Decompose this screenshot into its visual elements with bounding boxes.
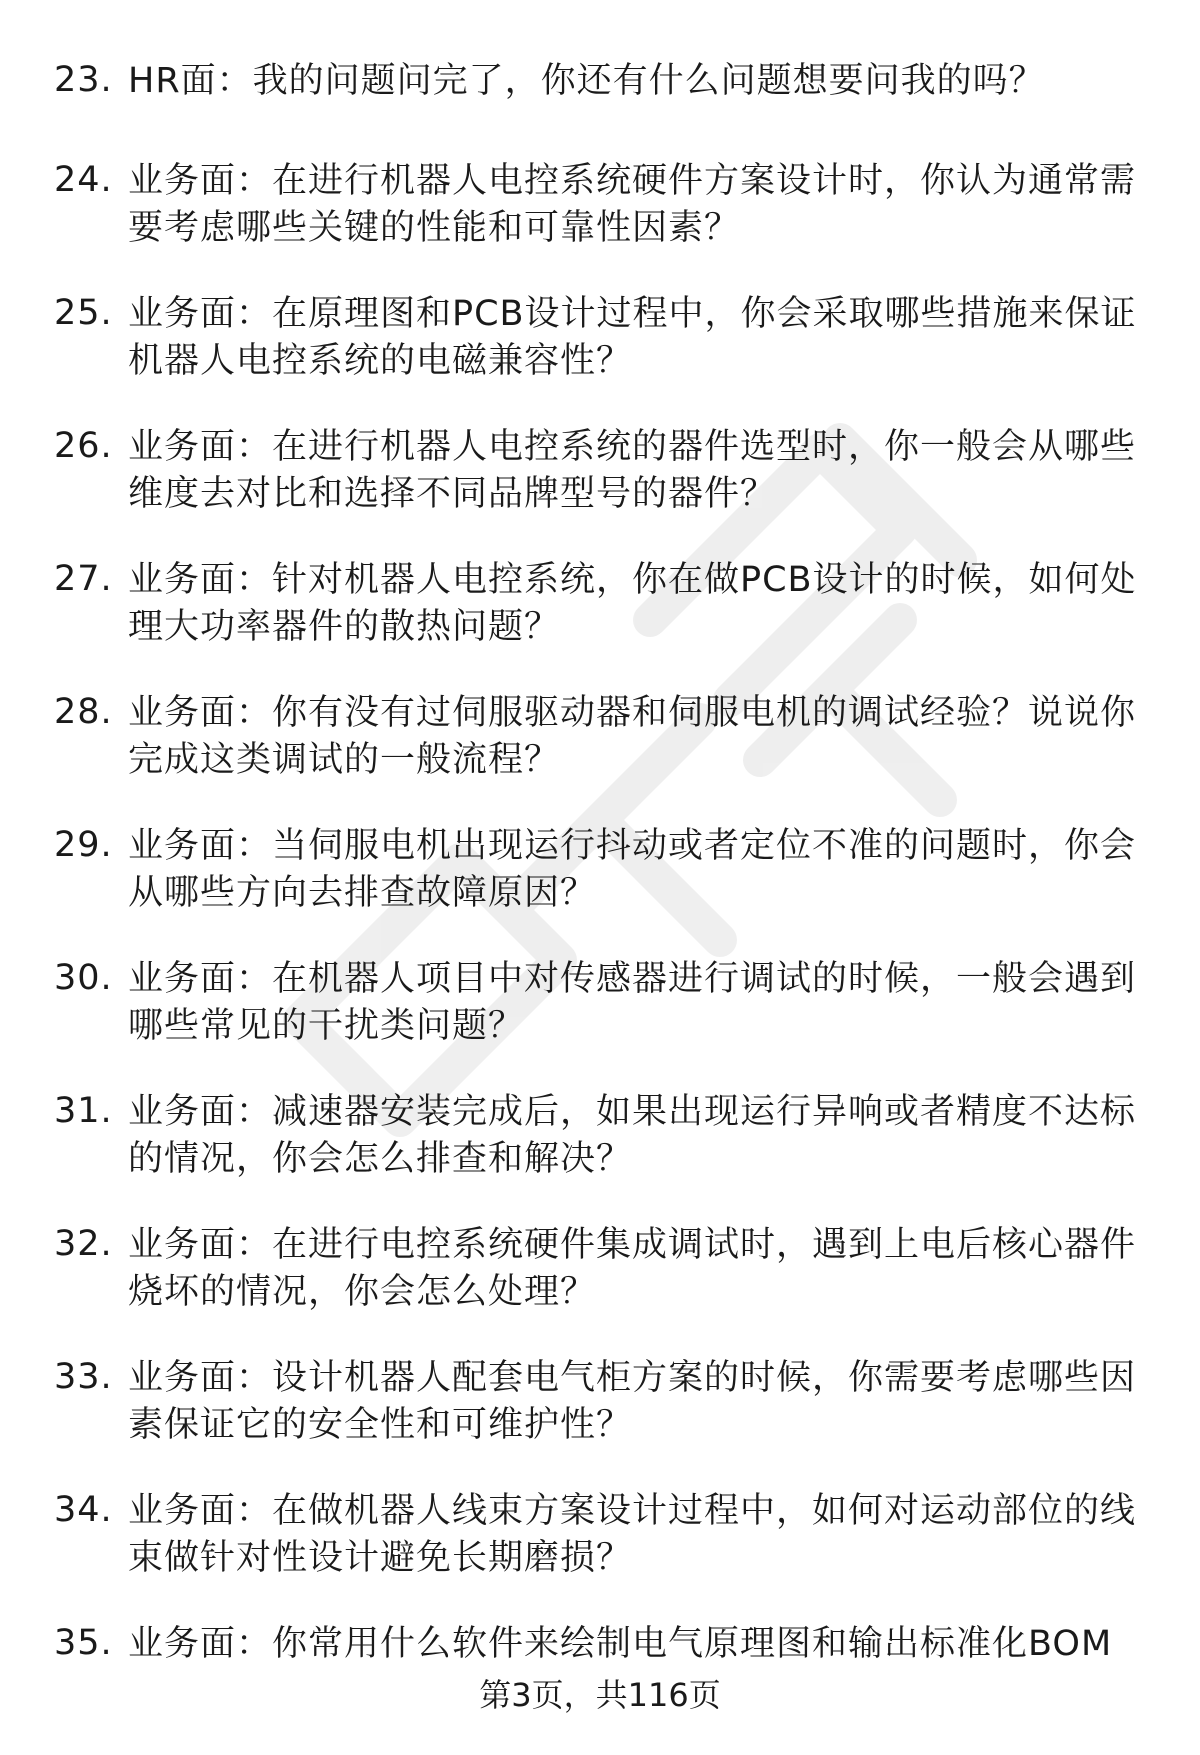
list-item	[0, 690, 1200, 823]
question-list	[0, 58, 1200, 1721]
question-text: 业务面：针对机器人电控系统，你在做PCB设计的时候，如何处理大功率器件的散热问题？	[128, 560, 1137, 647]
question-text: 业务面：你常用什么软件来绘制电气原理图和输出标准化BOM	[128, 1624, 1113, 1664]
list-item	[0, 1355, 1200, 1488]
question-number: 30.	[54, 958, 113, 998]
question-text: 业务面：在原理图和PCB设计过程中，你会采取哪些措施来保证机器人电控系统的电磁兼容性？	[128, 294, 1137, 381]
list-item	[0, 1488, 1200, 1621]
question-number: 33.	[54, 1357, 113, 1397]
list-item	[0, 823, 1200, 956]
question-number: 31.	[54, 1091, 113, 1131]
question-text: 业务面：在进行电控系统硬件集成调试时，遇到上电后核心器件烧坏的情况，你会怎么处理？	[128, 1225, 1137, 1312]
question-number: 28.	[54, 692, 113, 732]
question-text: 业务面：在进行机器人电控系统的器件选型时，你一般会从哪些维度去对比和选择不同品牌型号的器件？	[128, 427, 1137, 514]
question-number: 34.	[54, 1490, 113, 1530]
question-text: 业务面：设计机器人配套电气柜方案的时候，你需要考虑哪些因素保证它的安全性和可维护性？	[128, 1358, 1137, 1445]
question-text: 业务面：你有没有过伺服驱动器和伺服电机的调试经验？说说你完成这类调试的一般流程？	[128, 693, 1137, 780]
question-number: 32.	[54, 1224, 113, 1264]
list-item	[0, 424, 1200, 557]
list-item	[0, 1089, 1200, 1222]
list-item	[0, 1222, 1200, 1355]
question-text: 业务面：在做机器人线束方案设计过程中，如何对运动部位的线束做针对性设计避免长期磨损？	[128, 1491, 1137, 1578]
list-item	[0, 158, 1200, 291]
question-text: 业务面：当伺服电机出现运行抖动或者定位不准的问题时，你会从哪些方向去排查故障原因？	[128, 826, 1137, 913]
list-item	[0, 557, 1200, 690]
question-number: 24.	[54, 160, 113, 200]
question-number: 23.	[54, 60, 113, 100]
question-text: 业务面：减速器安装完成后，如果出现运行异响或者精度不达标的情况，你会怎么排查和解决？	[128, 1092, 1137, 1179]
list-item	[0, 291, 1200, 424]
question-text: 业务面：在机器人项目中对传感器进行调试的时候，一般会遇到哪些常见的干扰类问题？	[128, 959, 1137, 1046]
question-number: 26.	[54, 426, 113, 466]
question-number: 29.	[54, 825, 113, 865]
question-text: 业务面：在进行机器人电控系统硬件方案设计时，你认为通常需要考虑哪些关键的性能和可靠性因素？	[128, 161, 1137, 248]
page-number: 第3页，共116页	[479, 1676, 721, 1714]
question-number: 27.	[54, 559, 113, 599]
question-text: HR面：我的问题问完了，你还有什么问题想要问我的吗？	[128, 61, 1045, 101]
list-item	[0, 956, 1200, 1089]
question-number: 35.	[54, 1623, 113, 1663]
question-number: 25.	[54, 293, 113, 333]
list-item	[0, 58, 1200, 158]
